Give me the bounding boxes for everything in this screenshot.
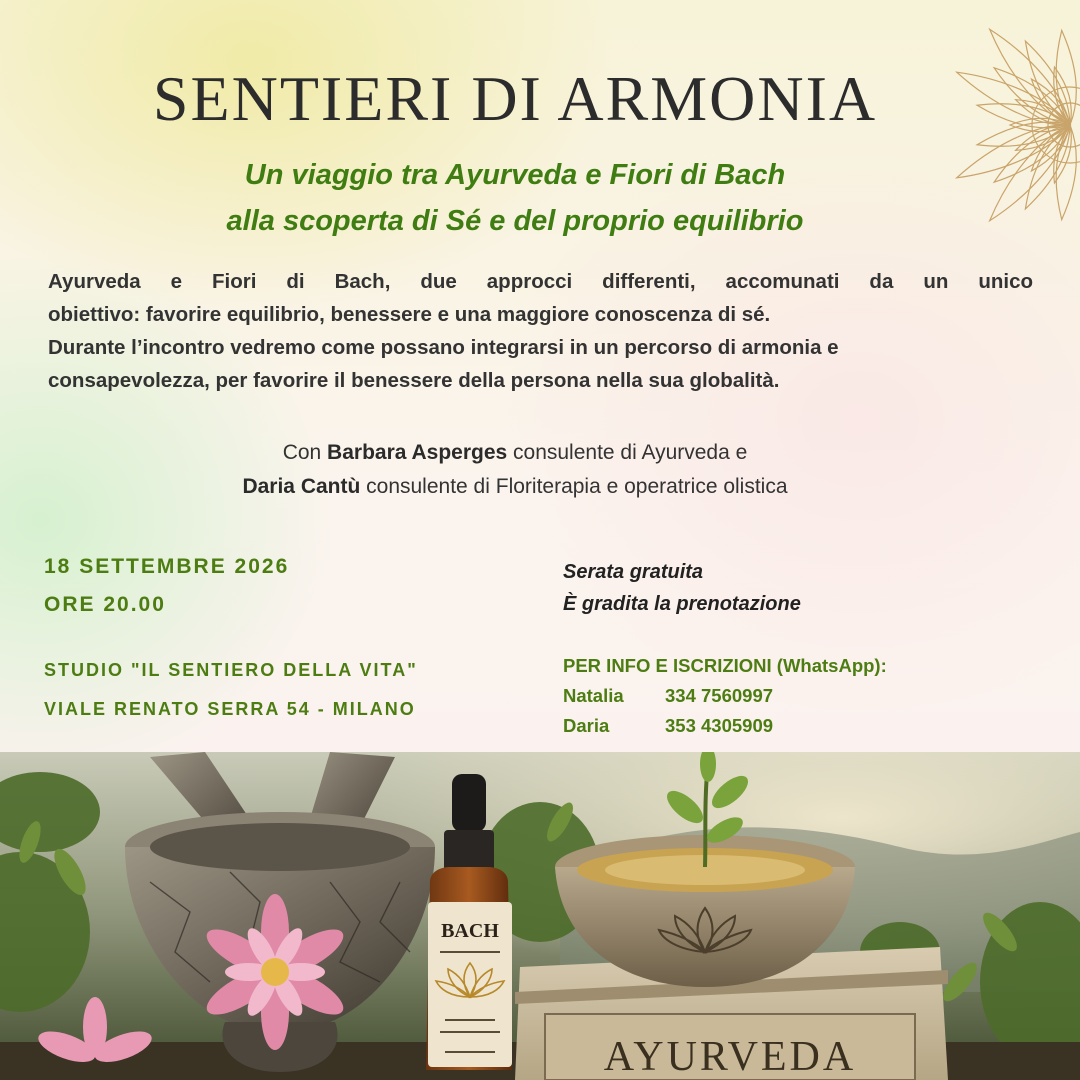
subtitle-line-1: Un viaggio tra Ayurveda e Fiori di Bach	[244, 159, 786, 191]
speaker-prefix: Con	[282, 441, 328, 464]
page-title: SENTIERI DI ARMONIA	[152, 63, 878, 134]
event-notes	[563, 556, 801, 620]
still-life-illustration	[0, 752, 1080, 1080]
contact-name: Natalia	[563, 685, 624, 706]
speaker-2	[0, 470, 1030, 504]
event-datetime	[44, 548, 289, 624]
contact-row	[563, 681, 887, 711]
intro-line-3: Durante l’incontro vedremo come possano integrarsi in un percorso di armonia e	[48, 336, 839, 359]
speakers	[0, 436, 1030, 504]
intro-line-1: Ayurveda e Fiori di Bach, due approcci differenti, accomunati da un unico	[48, 270, 1033, 293]
event-venue	[44, 651, 418, 729]
contact-phone[interactable]: 334 7560997	[665, 685, 774, 706]
speaker-2-role: consulente di Floriterapia e operatrice olistica	[360, 475, 788, 498]
venue-name: STUDIO "IL SENTIERO DELLA VITA"	[44, 660, 418, 680]
event-date: 18 SETTEMBRE 2026	[44, 555, 290, 578]
speaker-1-name: Barbara Asperges	[327, 441, 508, 464]
contacts	[563, 651, 887, 741]
contact-name: Daria	[563, 715, 610, 736]
bottle-label: BACH	[441, 920, 499, 942]
subtitle-line-2: alla scoperta di Sé e del proprio equilibrio	[226, 205, 804, 237]
book-label: AYURVEDA	[603, 1034, 857, 1080]
venue-address: VIALE RENATO SERRA 54 - MILANO	[44, 699, 416, 719]
still-life-photo	[0, 752, 1080, 1080]
contact-row	[563, 711, 887, 741]
speaker-1-role: consulente di Ayurveda e	[507, 441, 748, 464]
note-free-evening: Serata gratuita	[563, 561, 704, 583]
event-time: ORE 20.00	[44, 593, 166, 616]
intro-line-2: obiettivo: favorire equilibrio, benessere e una maggiore conoscenza di sé.	[48, 303, 771, 326]
contact-phone[interactable]: 353 4305909	[665, 715, 774, 736]
speaker-1	[0, 436, 1030, 470]
intro-line-4: consapevolezza, per favorire il benessere della persona nella sua globalità.	[48, 369, 780, 392]
contacts-heading: PER INFO E ISCRIZIONI (WhatsApp):	[563, 655, 887, 676]
subtitle	[0, 152, 1030, 244]
intro-paragraph	[48, 265, 1033, 397]
note-booking: È gradita la prenotazione	[563, 593, 801, 615]
speaker-2-name: Daria Cantù	[242, 475, 361, 498]
